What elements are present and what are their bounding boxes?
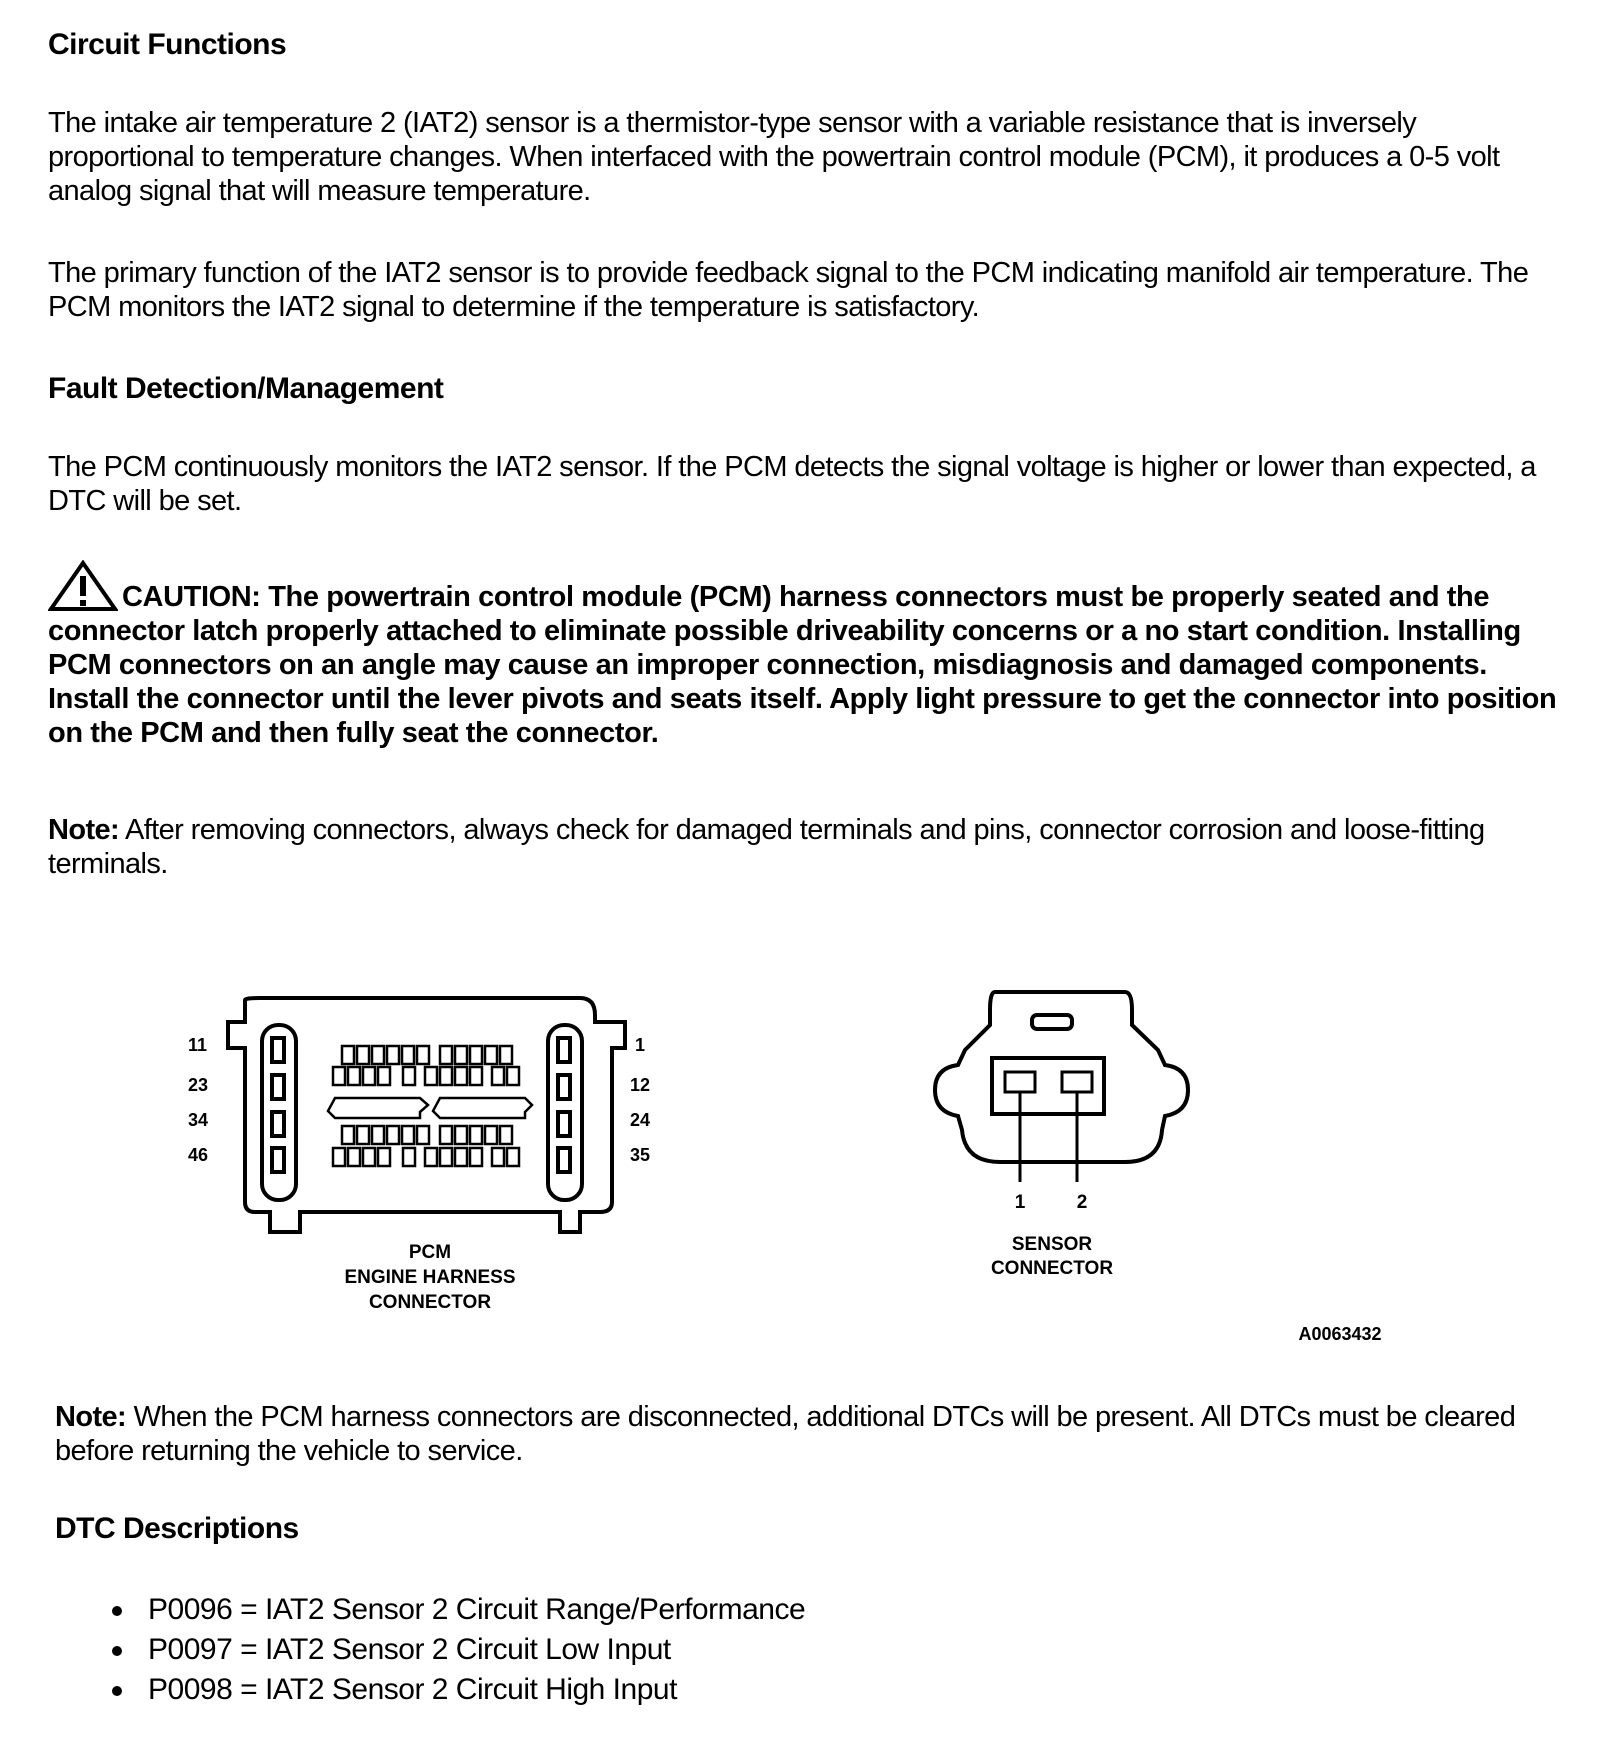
pcm-pin-label: 24 <box>630 1110 651 1130</box>
sensor-pin-label: 2 <box>1076 1192 1088 1213</box>
paragraph-primary-function: The primary function of the IAT2 sensor is to provide feedback signal to the PCM indicating manifold air temperature. The PCM monitors the IAT2 signal to determine if the temperature is satisfactory. <box>48 257 1529 323</box>
pcm-caption-line3: CONNECTOR <box>368 1292 492 1313</box>
bullet-icon <box>112 1606 122 1616</box>
sensor-pin-label: 1 <box>1014 1192 1026 1213</box>
note-label: Note: <box>48 814 120 846</box>
sensor-caption-line1: SENSOR <box>1011 1234 1093 1255</box>
sensor-connector-drawing <box>935 992 1188 1182</box>
pcm-pin-label: 35 <box>630 1145 651 1165</box>
pcm-connector-drawing <box>228 998 625 1232</box>
dtc-item-text: P0097 = IAT2 Sensor 2 Circuit Low Input <box>148 1633 671 1666</box>
note-text: After removing connectors, always check for damaged terminals and pins, connector corrosion and loose-fitting terminals. <box>48 814 1485 880</box>
heading-dtc-descriptions: DTC Descriptions <box>55 1512 299 1545</box>
pcm-pin-label: 11 <box>188 1035 208 1055</box>
pcm-pin-label: 12 <box>630 1075 651 1095</box>
connector-diagram <box>0 960 1600 1360</box>
note-text: When the PCM harness connectors are disconnected, additional DTCs will be present. All DTCs must be cleared before returning the vehicle to service. <box>55 1401 1516 1467</box>
pcm-pin-label: 46 <box>188 1145 209 1165</box>
pcm-caption-line1: PCM <box>408 1242 452 1263</box>
list-item <box>100 1590 805 1630</box>
pcm-caption-line2: ENGINE HARNESS <box>344 1267 516 1288</box>
warning-triangle-icon <box>48 560 118 612</box>
bullet-icon <box>112 1646 122 1656</box>
list-item <box>100 1630 805 1670</box>
heading-circuit-functions: Circuit Functions <box>48 28 287 61</box>
sensor-caption-line2: CONNECTOR <box>990 1258 1114 1279</box>
note-dtc-cleared <box>55 1400 1555 1468</box>
pcm-pin-label: 34 <box>188 1110 209 1130</box>
dtc-item-text: P0096 = IAT2 Sensor 2 Circuit Range/Performance <box>148 1593 806 1626</box>
heading-fault-detection: Fault Detection/Management <box>48 372 444 405</box>
dtc-item-text: P0098 = IAT2 Sensor 2 Circuit High Input <box>148 1673 677 1706</box>
list-item <box>100 1670 805 1710</box>
caution-block <box>48 560 1568 750</box>
note-connectors <box>48 813 1548 881</box>
pcm-pin-label: 1 <box>635 1035 646 1055</box>
paragraph-fault-detection: The PCM continuously monitors the IAT2 sensor. If the PCM detects the signal voltage is higher or lower than expected, a DTC will be set. <box>48 451 1536 517</box>
caution-text: CAUTION: The powertrain control module (PCM) harness connectors must be properly seated and the connector latch properly attached to eliminate possible driveability concerns or a no start condition. Installing PCM connectors on an angle may cause an improper connection, misdiagnosis and damaged components. Install the connector until the lever pivots and seats itself. Apply light pressure to get the connector into position on the PCM and then fully seat the connector. <box>48 581 1557 749</box>
bullet-icon <box>112 1686 122 1696</box>
pcm-pin-label: 23 <box>188 1075 209 1095</box>
dtc-list <box>100 1590 805 1710</box>
paragraph-iat2-description: The intake air temperature 2 (IAT2) sensor is a thermistor-type sensor with a variable resistance that is inversely proportional to temperature changes. When interfaced with the powertrain control module (PCM), it produces a 0-5 volt analog signal that will measure temperature. <box>48 107 1500 207</box>
note-label: Note: <box>55 1401 127 1433</box>
figure-id: A0063432 <box>1298 1324 1382 1344</box>
